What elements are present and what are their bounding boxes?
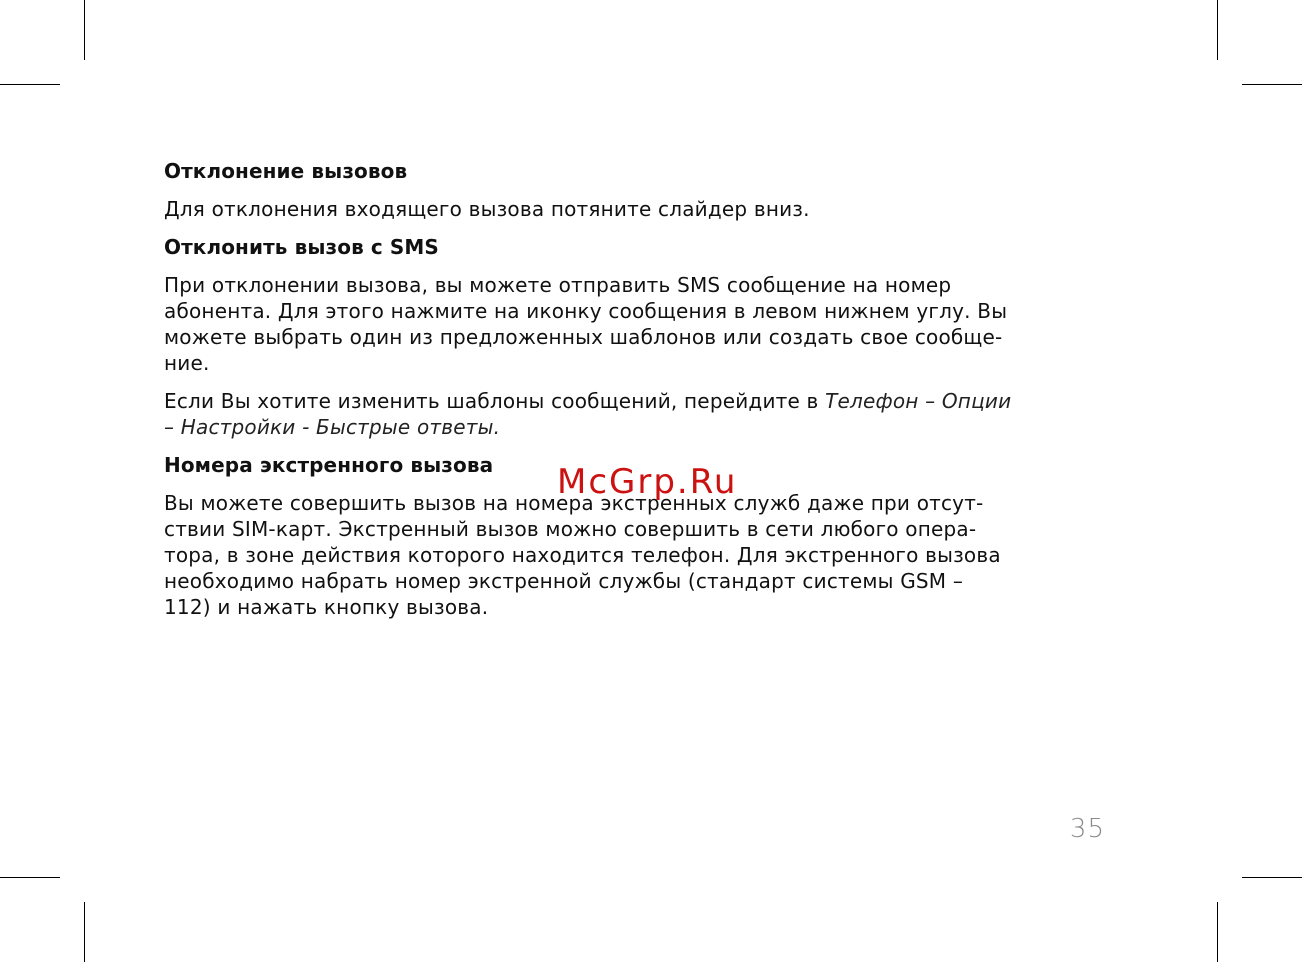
page-content (164, 158, 1104, 632)
section-heading-call-reject: Отклонение вызовов (164, 159, 408, 183)
menu-path-part2: – Настройки - Быстрые ответы. (164, 415, 501, 439)
text-line: можете выбрать один из предложенных шаблонов или создать свое сообще- (164, 325, 1003, 349)
templates-paragraph (164, 388, 1104, 440)
call-reject-paragraph (164, 196, 1104, 222)
text-line: При отклонении вызова, вы можете отправить SMS сообщение на номер (164, 273, 952, 297)
reject-sms-paragraph (164, 272, 1104, 376)
page-number: 35 (1069, 814, 1105, 844)
text-line: 112) и нажать кнопку вызова. (164, 595, 489, 619)
text-line (164, 414, 1104, 440)
text-line: абонента. Для этого нажмите на иконку сообщения в левом нижнем углу. Вы (164, 299, 1008, 323)
emergency-paragraph (164, 490, 1104, 620)
templates-text: Если Вы хотите изменить шаблоны сообщений, перейдите в (164, 389, 826, 413)
menu-path-part1: Телефон – Опции (825, 389, 1012, 413)
crop-mark-top-left-vertical (84, 0, 85, 60)
section-heading-emergency: Номера экстренного вызова (164, 453, 494, 477)
crop-mark-bottom-right-vertical (1217, 902, 1218, 962)
text-line: тора, в зоне действия которого находится телефон. Для экстренного вызова (164, 543, 1001, 567)
crop-mark-top-right-vertical (1217, 0, 1218, 60)
section-heading-reject-sms: Отклонить вызов с SMS (164, 235, 439, 259)
crop-mark-bottom-left-vertical (84, 902, 85, 962)
crop-mark-bottom-right-horizontal (1242, 877, 1302, 878)
text-line: Для отклонения входящего вызова потяните слайдер вниз. (164, 197, 810, 221)
crop-mark-top-left-horizontal (0, 84, 60, 85)
text-line: ние. (164, 351, 210, 375)
crop-mark-top-right-horizontal (1242, 84, 1302, 85)
crop-mark-bottom-left-horizontal (0, 877, 60, 878)
text-line (164, 388, 1104, 414)
text-line: Вы можете совершить вызов на номера экстренных служб даже при отсут- (164, 491, 984, 515)
text-line: необходимо набрать номер экстренной службы (стандарт системы GSM – (164, 569, 964, 593)
text-line: ствии SIM-карт. Экстренный вызов можно совершить в сети любого опера- (164, 517, 977, 541)
watermark: McGrp.Ru (557, 462, 738, 502)
